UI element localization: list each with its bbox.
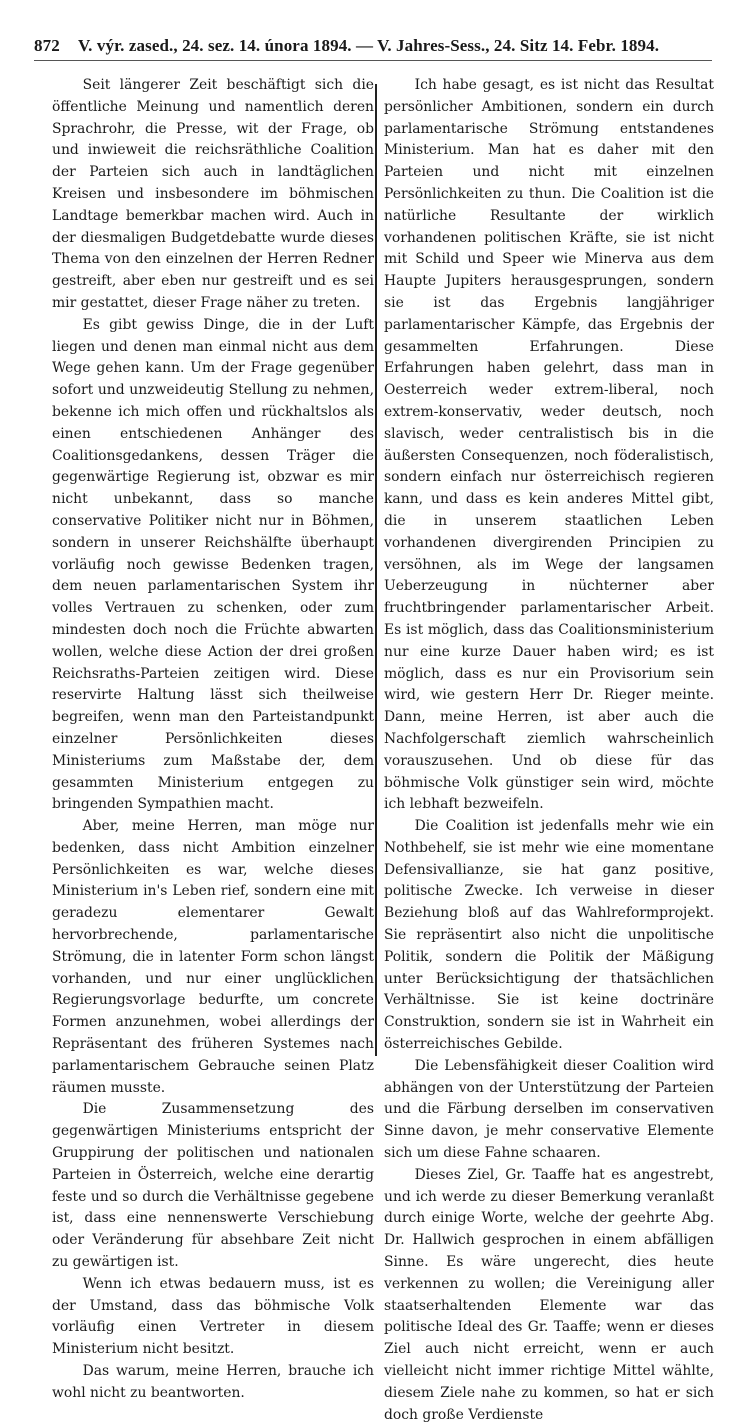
paragraph: Die Coalition ist jedenfalls mehr wie ein Nothbehelf, sie ist mehr wie eine momentane Defensivallianze, sie hat ganz positive, politische Zwecke. Ich verweise in dieser Beziehung bloß auf das Wahlreformprojekt. Sie repräsentirt also nicht die unpolitische Politik, sondern die Politik der Mäßigung unter Berücksichtigung der thatsächlichen Verhältnisse. Sie ist keine doctrinäre Construktion, sondern sie ist in Wahrheit ein österreichisches Gebilde. xyxy=(384,818,714,1053)
running-head-text: V. výr. zased., 24. sez. 14. února 1894. — V. Jahres-Sess., 24. Sitz 14. Febr. 1894. xyxy=(78,36,660,55)
paragraph: Es gibt gewiss Dinge, die in der Luft liegen und denen man einmal nicht aus dem Wege gehen kann. Um der Frage gegenüber sofort und unzweideutig Stellung zu nehmen, bekenne ich mich offen und rückhaltslos als einen entschiedenen Anhänger des Coalitionsgedankens, dessen Träger die gegenwärtige Regierung ist, obzwar es mir nicht unbekannt, dass so manche conservative Politiker nicht nur in Böhmen, sondern in unserer Reichshälfte überhaupt vorläufig noch gewisse Bedenken tragen, dem neuen parlamentarischen System ihr volles Vertrauen zu schenken, oder zum mindesten doch noch die Früchte abwarten wollen, welche diese Action der drei großen Reichsraths-Parteien zeitigen wird. Diese reservirte Haltung lässt sich theilweise begreifen, wenn man den Parteistandpunkt einzelner Persönlichkeiten dieses Ministeriums zum Maßstabe der, dem gesammten Ministerium entgegen zu bringenden Sympathien macht. xyxy=(52,316,374,813)
paragraph: Ich habe gesagt, es ist nicht das Resultat persönlicher Ambitionen, sondern ein durch parlamentarische Strömung entstandenes Ministerium. Man hat es daher mit den Parteien und nicht mit einzelnen Persönlichkeiten zu thun. Die Coalition ist die natürliche Resultante der wirklich vorhandenen politischen Kräfte, sie ist nicht mit Schild und Speer wie Minerva aus dem Haupte Jupiters herausgesprungen, sondern sie ist das Ergebnis langjähriger parlamentarischer Kämpfe, das Ergebnis der gesammelten Erfahrungen. Diese Erfahrungen haben gelehrt, dass man in Oesterreich weder extrem-liberal, noch extrem-konservativ, weder deutsch, noch slavisch, weder centralistisch bis in die äußersten Consequenzen, noch föderalistisch, sondern einfach nur österreichisch regieren kann, und dass es kein anderes Mittel gibt, die in unserem staatlichen Leben vorhandenen divergirenden Principien zu versöhnen, als im Wege der langsamen Ueberzeugung in nüchterner aber fruchtbringender parlamentarischer Arbeit. Es ist möglich, dass das Coalitionsministerium nur eine kurze Dauer haben wird; es ist möglich, dass es nur ein Provisorium sein wird, wie gestern Herr Dr. Rieger meinte. Dann, meine Herren, ist aber auch die Nachfolgerschaft ziemlich wahrscheinlich vorauszusehen. Und ob diese für das böhmische Volk günstiger sein wird, möchte ich lebhaft bezweifeln. xyxy=(384,77,714,813)
header-rule xyxy=(34,60,712,61)
paragraph: Seit längerer Zeit beschäftigt sich die öffentliche Meinung und namentlich deren Sprachrohr, die Presse, wit der Frage, ob und inwieweit die reichsräthliche Coalition der Parteien sich auch in landtäglichen Kreisen und insbesondere im böhmischen Landtage bemerkbar machen wird. Auch in der diesmaligen Budgetdebatte wurde dieses Thema von den einzelnen der Herren Redner gestreift, aber eben nur gestreift und es sei mir gestattet, dieser Frage näher zu treten. xyxy=(52,77,374,311)
left-column xyxy=(52,75,374,1405)
right-column xyxy=(384,75,714,1426)
paragraph: Die Lebensfähigkeit dieser Coalition wird abhängen von der Unterstützung der Parteien und die Färbung derselben im conservativen Sinne davon, je mehr conservative Elemente sich um diese Fahne schaaren. xyxy=(384,1057,714,1162)
paragraph: Dieses Ziel, Gr. Taaffe hat es angestrebt, und ich werde zu dieser Bemerkung veranlaßt durch einige Worte, welche der geehrte Abg. Dr. Hallwich gesprochen in einem abfälligen Sinne. Es wäre ungerecht, dies heute verkennen zu wollen; die Vereinigung aller staatserhaltenden Elemente war das politische Ideal des Gr. Taaffe; wenn er dieses Ziel auch nicht erreicht, wenn er auch vielleicht nicht immer richtige Mittel wählte, diesem Ziele nahe zu kommen, so hat er sich doch große Verdienste xyxy=(384,1166,714,1423)
paragraph: Wenn ich etwas bedauern muss, ist es der Umstand, dass das böhmische Volk vorläufig einen Vertreter in diesem Ministerium nicht besitzt. xyxy=(52,1275,374,1358)
column-divider xyxy=(375,84,377,1056)
paragraph: Die Zusammensetzung des gegenwärtigen Ministeriums entspricht der Gruppirung der politischen und nationalen Parteien in Österreich, welche eine derartig feste und so durch die Verhältnisse gegebene ist, dass eine nennenswerte Verschiebung oder Veränderung für absehbare Zeit nicht zu gewärtigen ist. xyxy=(52,1101,374,1271)
paragraph: Aber, meine Herren, man möge nur bedenken, dass nicht Ambition einzelner Persönlichkeiten es war, welche dieses Ministerium in's Leben rief, sondern eine mit geradezu elementarer Gewalt hervorbrechende, parlamentarische Strömung, die in latenter Form schon längst vorhanden, und nur einer unglücklichen Regierungsvorlage bedurfte, um concrete Formen anzunehmen, wobei allerdings der Repräsentant des früheren Systemes nach parlamentarischem Gebrauche seinen Platz räumen musste. xyxy=(52,818,374,1096)
paragraph: Das warum, meine Herren, brauche ich wohl nicht zu beantworten. xyxy=(52,1363,374,1401)
running-header xyxy=(34,36,706,56)
page-number: 872 xyxy=(34,36,60,55)
